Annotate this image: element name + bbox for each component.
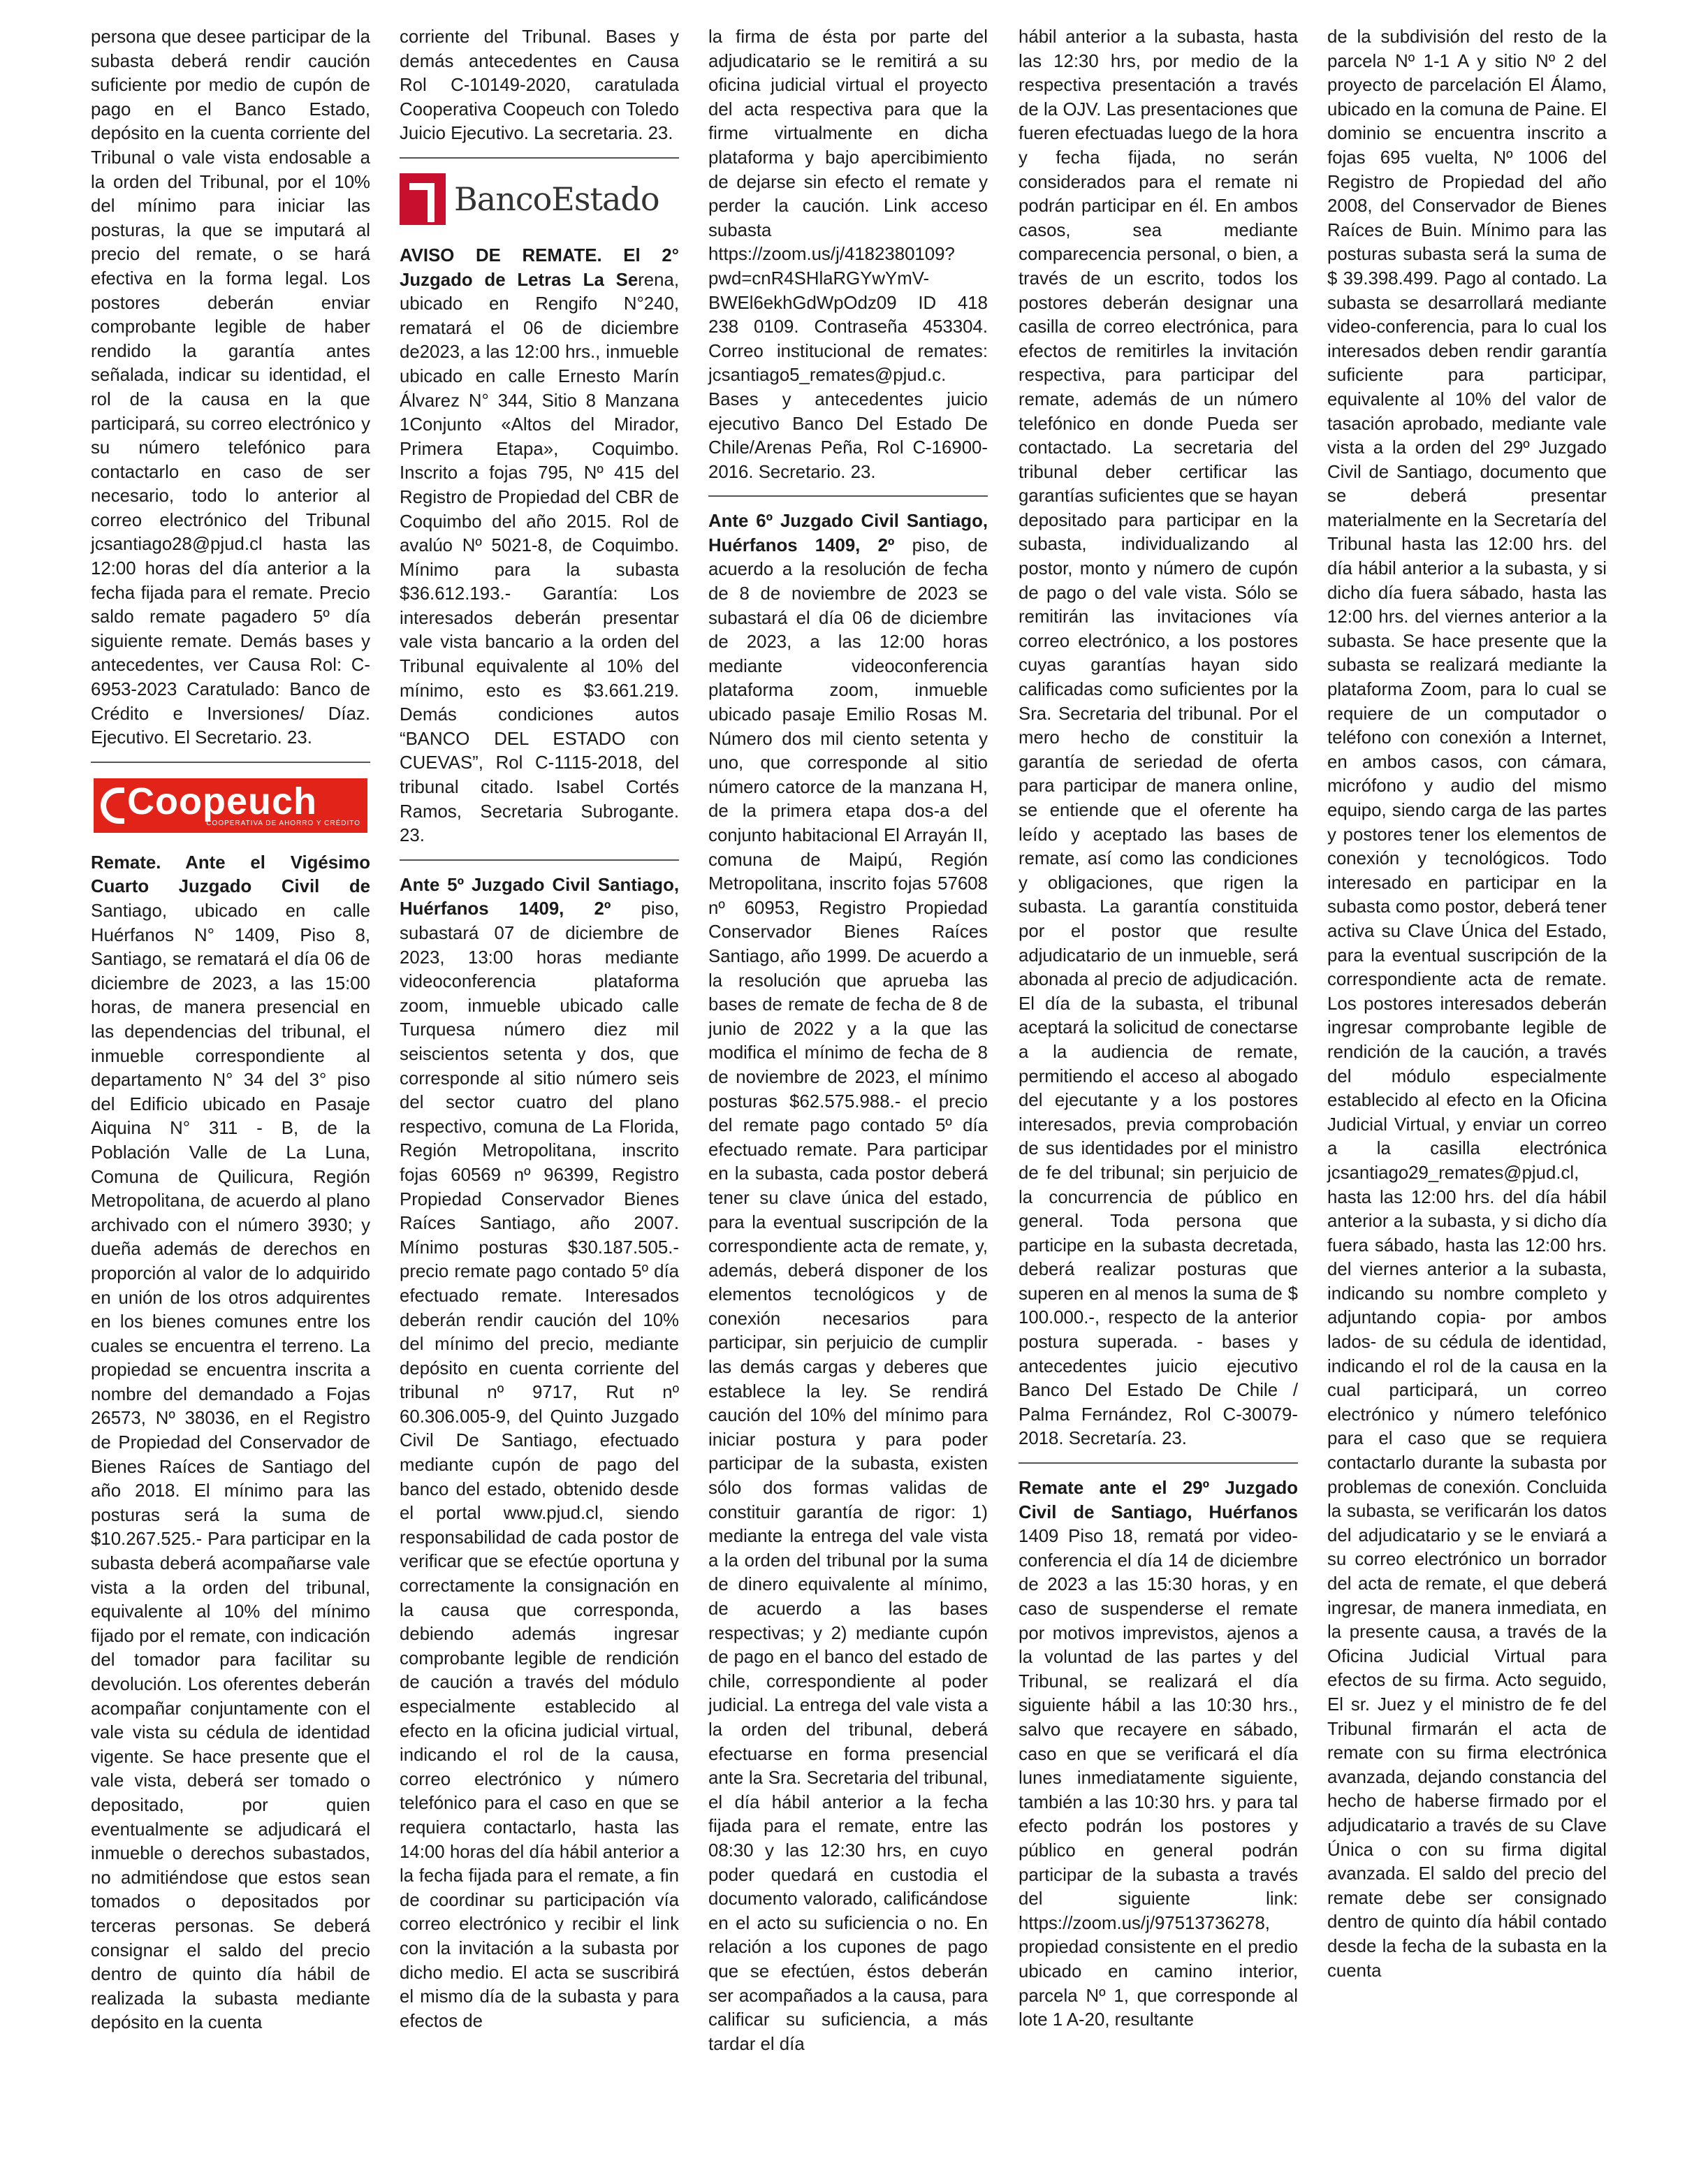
notice-heading: Remate. Ante el Vigésimo Cuarto Juzgado Civil de — [91, 852, 370, 897]
column-1 — [91, 25, 370, 2035]
divider — [400, 859, 679, 861]
bancoestado-logo — [400, 171, 679, 227]
notice-continuation: persona que desee participar de la subasta deberá rendir caución suficiente por medio de cupón de pago en el Banco Estado, depósito en la cuenta corriente del Tribunal o vale vista endosable a la orden del Tribunal, por el 10% del mínimo para iniciar las posturas, la que se imputará al precio del remate, o se hará efectiva en la forma legal. Los postores deberán enviar comprobante legible de haber rendido la garantía antes señalada, indicar su identidad, el rol de la causa en la que participará, su correo electrónico y su número telefónico para contactarlo en caso de ser necesario, todo lo anterior al correo electrónico del Tribunal jcsantiago28@pjud.cl hasta las 12:00 horas del día anterior a la fecha fijada para el remate. Precio saldo remate pagadero 5º día siguiente remate. Demás bases y antecedentes, ver Causa Rol: C-6953-2023 Caratulado: Banco de Crédito e Inversiones/ Díaz. Ejecutivo. El Secretario. 23. — [91, 27, 370, 748]
divider — [708, 495, 988, 497]
notice-remate-24 — [91, 851, 370, 2035]
notice-heading: AVISO DE REMATE. El 2° Juzgado de Letras La Se — [400, 245, 679, 290]
notice-body: rena, ubicado en Rengifo N°240, rematará el 06 de diciembre de2023, a las 12:00 hrs., inmueble ubicado en calle Ernesto Marín Álvarez N° 344, Sitio 8 Manzana 1Conjunto «Altos del Mirador, Primera Etapa», Coquimbo. Inscrito a fojas 795, Nº 415 del Registro de Propiedad del CBR de Coquimbo del año 2015. Rol de avalúo Nº 5021-8, de Coquimbo. Mínimo para la subasta $36.612.193.- Garantía: Los interesados deberán presentar vale vista bancario a la orden del Tribunal equivalente al 10% del mínimo, esto es $3.661.219. Demás condiciones autos “BANCO DEL ESTADO con CUEVAS”, Rol C-1115-2018, del tribunal citado. Isabel Cortés Ramos, Secretaria Subrogante. 23. — [400, 270, 679, 846]
notice-continuation: hábil anterior a la subasta, hasta las 12:30 hrs, por medio de la respectiva presentación a través de la OJV. Las presentaciones que fueren efectuadas luego de la hora y fecha fijada, no serán considerados para el remate ni podrán participar en él. En ambos casos, sea mediante comparecencia personal, o bien, a través de un escrito, todos los postores deberán designar una casilla de correo electrónica, para efectos de remitirles la invitación respectiva, para participar del remate, además de un número telefónico en donde Pueda ser contactado. La secretaria del tribunal deber certificar las garantías suficientes que se hayan depositado para participar en la subasta, individualizando al postor, monto y número de cupón de pago o del vale vista. Sólo se remitirán las invitaciones vía correo electrónico, a los postores cuyas garantías hayan sido calificadas como suficientes por la Sra. Secretaria del tribunal. Por el mero hecho de constituir la garantía de seriedad de oferta para participar de manera online, se entiende que el oferente ha leído y aceptado las bases de remate, así como las condiciones y obligaciones, que rigen la subasta. La garantía constituida por el postor que resulte adjudicatario de un inmueble, será abonada al precio de adjudicación. El día de la subasta, el tribunal aceptará la solicitud de conectarse a la audiencia de remate, permitiendo el acceso al abogado del ejecutante y a los postores interesados, previa comprobación de sus identidades por el ministro de fe del tribunal; sin perjuicio de la concurrencia de público en general. Toda persona que participe en la subasta decretada, deberá realizar posturas que superen en al menos la suma de $ 100.000.-, respecto de la anterior postura superada. - bases y antecedentes juicio ejecutivo Banco Del Estado De Chile / Palma Fernández, Rol C-30079-2018. Secretaría. 23. — [1019, 27, 1298, 1449]
notice-body: piso, de acuerdo a la resolución de fecha de 8 de noviembre de 2023 se subastará el día 06 de diciembre de 2023, a las 12:00 horas mediante videoconferencia plataforma zoom, inmueble ubicado pasaje Emilio Rosas M. Número dos mil ciento setenta y uno, que corresponde al sitio número catorce de la manzana H, de la primera etapa dos-a del conjunto habitacional El Arrayán II, comuna de Maipú, Región Metropolitana, inscrito fojas 57608 nº 60953, Registro Propiedad Conservador Bienes Raíces Santiago, año 1999. De acuerdo a la resolución que aprueba las bases de remate de fecha de 8 de junio de 2022 y a la que las modifica el mínimo de fecha de 8 de noviembre de 2023, el mínimo posturas $62.575.988.- el precio del remate pago contado 5º día efectuado remate. Para participar en la subasta, cada postor deberá tener su clave única del estado, para la eventual suscripción de la correspondiente acta de remate, y, además, deberá disponer de los elementos tecnológicos y de conexión necesarios para participar, sin perjuicio de cumplir las demás cargas y deberes que establece la ley. Se rendirá caución del 10% del mínimo para iniciar postura y para poder participar de la subasta, existen sólo dos formas validas de constituir garantía de rigor: 1) mediante la entrega del vale vista a la orden del tribunal por la suma de dinero equivalente al mínimo, de acuerdo a las bases respectivas; y 2) mediante cupón de pago en el banco del estado de chile, correspondiente al poder judicial. La entrega del vale vista a la orden del tribunal, deberá efectuarse en forma presencial ante la Sra. Secretaria del tribunal, el día hábil anterior a la fecha fijada para el remate, entre las 08:30 y las 12:30 hrs, en cuyo poder quedará en custodia el documento valorado, calificándose en el acto su suficiencia o no. En relación a los cupones de pago que se efectúen, éstos deberán ser acompañados a la causa, para calificar su suficiencia, a más tardar el día — [708, 535, 988, 2054]
coopeuch-mark-icon — [101, 787, 124, 824]
notice-heading: Ante 6º Juzgado Civil Santiago, Huérfanos 1409, 2º — [708, 511, 988, 555]
divider — [91, 762, 370, 763]
bancoestado-mark-icon — [400, 173, 446, 225]
notice-body: Santiago, ubicado en calle Huérfanos N° 1409, Piso 8, Santiago, se rematará el día 06 de diciembre de 2023, a las 15:00 horas, de manera presencial en las dependencias del tribunal, el inmueble correspondiente al departamento N° 34 del 3° piso del Edificio ubicado en Pasaje Aiquina N° 311 - B, de la Población Valle de La Luna, Comuna de Quilicura, Región Metropolitana, de acuerdo al plano archivado con el número 3930; y dueña además de derechos en proporción al valor de lo adquirido en unión de los otros adquirentes en los bienes comunes entre los cuales se encuentra el terreno. La propiedad se encuentra inscrita a nombre del demandado a Fojas 26573, Nº 38036, en el Registro de Propiedad del Conservador de Bienes Raíces de Santiago del año 2018. El mínimo para las posturas será la suma de $10.267.525.- Para participar en la subasta deberá acompañarse vale vista a la orden del tribunal, equivalente al 10% del mínimo fijado por el remate, con indicación del tomador para facilitar su devolución. Los oferentes deberán acompañar conjuntamente con el vale vista su cédula de identidad vigente. Se hace presente que el vale vista, deberá ser tomado o depositado, por quien eventualmente se adjudicará el inmueble o derechos subastados, no admitiéndose que estos sean tomados o depositados por terceras personas. Se deberá consignar el saldo del precio dentro de quinto día hábil de realizada la subasta mediante depósito en la cuenta — [91, 901, 370, 2033]
notice-5-juzgado — [400, 873, 679, 2034]
column-2 — [400, 25, 679, 2033]
notice-body: 1409 Piso 18, rematá por video-conferencia el día 14 de diciembre de 2023 a las 15:30 horas, y en caso de suspenderse el remate por motivos imprevistos, ajenos a la voluntad de las partes y del Tribunal, se realizará el día siguiente hábil a las 10:30 hrs., salvo que recayere en sábado, caso en que se verificará el día lunes inmediatamente siguiente, también a las 10:30 hrs. y para tal efecto podrán los postores y público en general podrán participar de la subasta a través del siguiente link: https://zoom.us/j/97513736278, propiedad consistente en el predio ubicado en camino interior, parcela Nº 1, que corresponde al lote 1 A-20, resultante — [1019, 1527, 1298, 2030]
coopeuch-name: Coopeuch — [127, 780, 317, 822]
coopeuch-logo-box — [94, 778, 367, 833]
coopeuch-subtitle: COOPERATIVA DE AHORRO Y CRÉDITO — [206, 819, 360, 827]
coopeuch-logo — [91, 776, 370, 836]
notice-aviso-remate — [400, 244, 679, 848]
column-3 — [708, 25, 988, 2056]
notice-continuation: corriente del Tribunal. Bases y demás antecedentes en Causa Rol C-10149-2020, caratulada Cooperativa Coopeuch con Toledo Juicio Ejecutivo. La secretaria. 23. — [400, 27, 679, 144]
notice-29-juzgado — [1019, 1476, 1298, 2032]
column-5 — [1327, 25, 1607, 1983]
notice-continuation: de la subdivisión del resto de la parcela Nº 1-1 A y sitio Nº 2 del proyecto de parcelación El Álamo, ubicado en la comuna de Paine. El dominio se encuentra inscrito a fojas 695 vuelta, Nº 1006 del Registro de Propiedad del año 2008, del Conservador de Bienes Raíces de Buin. Mínimo para las posturas subasta será la suma de $ 39.398.499. Pago al contado. La subasta se desarrollará mediante video-conferencia, para lo cual los interesados deben rendir garantía suficiente para participar, equivalente al 10% del valor de tasación aprobado, mediante vale vista a la orden del 29º Juzgado Civil de Santiago, documento que se deberá presentar materialmente en la Secretaría del Tribunal hasta las 12:00 hrs. del día hábil anterior a la subasta, y si dicho día fuera sábado, hasta las 12:00 hrs. del viernes anterior a la subasta. Se hace presente que la subasta se realizará mediante la plataforma Zoom, para lo cual se requiere de un computador o teléfono con conexión a Internet, en ambos casos, con cámara, micrófono y audio del mismo equipo, siendo carga de las partes y postores tener los elementos de conexión y tecnológicos. Todo interesado en participar en la subasta como postor, deberá tener activa su Clave Única del Estado, para la eventual suscripción de la correspondiente acta de remate. Los postores interesados deberán ingresar comprobante legible de rendición de la caución, a través del módulo especialmente establecido al efecto en la Oficina Judicial Virtual, y enviar un correo a la casilla electrónica jcsantiago29_remates@pjud.cl, hasta las 12:00 hrs. del día hábil anterior a la subasta, y si dicho día fuera sábado, hasta las 12:00 hrs. del viernes anterior a la subasta, indicando su nombre completo y adjuntando copia- por ambos lados- de su cédula de identidad, indicando el rol de la causa en la cual participará, un correo electrónico y número telefónico para el caso que se requiera contactarlo durante la subasta por problemas de conexión. Concluida la subasta, se verificarán los datos del adjudicatario y se le enviará a su correo electrónico un borrador del acta de remate, el que deberá ingresar, de manera inmediata, en la presente causa, a través de la Oficina Judicial Virtual para efectos de su firma. Acto seguido, El sr. Juez y el ministro de fe del Tribunal firmarán el acta de remate con su firma electrónica avanzada, dejando constancia del hecho de haberse firmado por el adjudicatario a través de su Clave Única o con su firma digital avanzada. El saldo del precio del remate debe ser consignado dentro de quinto día hábil contado desde la fecha de la subasta en la cuenta — [1327, 27, 1607, 1981]
notice-6-juzgado — [708, 509, 988, 2056]
column-4 — [1019, 25, 1298, 2032]
divider — [400, 157, 679, 159]
divider — [1019, 1462, 1298, 1464]
notice-body: piso, subastará 07 de diciembre de 2023, 13:00 horas mediante videoconferencia plataforma zoom, inmueble ubicado calle Turquesa número diez mil seiscientos setenta y dos, que corresponde al sitio número seis del sector cuatro del plano respectivo, comuna de La Florida, Región Metropolitana, inscrito fojas 60569 nº 96399, Registro Propiedad Conservador Bienes Raíces Santiago, año 2007. Mínimo posturas $30.187.505.- precio remate pago contado 5º día efectuado remate. Interesados deberán rendir caución del 10% del mínimo del precio, mediante depósito en cuenta corriente del tribunal nº 9717, Rut nº 60.306.005-9, del Quinto Juzgado Civil De Santiago, efectuado mediante cupón de pago del banco del estado, obtenido desde el portal www.pjud.cl, siendo responsabilidad de cada postor de verificar que se efectúe oportuna y correctamente la consignación en la causa que corresponda, debiendo además ingresar comprobante legible de rendición de caución a través del módulo especialmente establecido al efecto en la oficina judicial virtual, indicando el rol de la causa, correo electrónico y número telefónico para el caso en que se requiera contactarlo, hasta las 14:00 horas del día hábil anterior a la fecha fijada para el remate, a fin de coordinar su participación vía correo electrónico y recibir el link con la invitación a la subasta por dicho medio. El acta se suscribirá el mismo día de la subasta y para efectos de — [400, 899, 679, 2031]
bancoestado-name: BancoEstado — [454, 180, 659, 218]
notice-heading: Ante 5º Juzgado Civil Santiago, Huérfanos 1409, 2º — [400, 875, 679, 919]
notice-continuation: la firma de ésta por parte del adjudicatario se le remitirá a su oficina judicial virtual el proyecto del acta respectiva para que la firme virtualmente en dicha plataforma y bajo apercibimiento de dejarse sin efecto el remate y perder la caución. Link acceso subasta https://zoom.us/j/4182380109?pwd=cnR4SHlaRGYwYmV-BWEl6ekhGdWpOdz09 ID 418 238 0109. Contraseña 453304. Correo institucional de remates: jcsantiago5_remates@pjud.c. Bases y antecedentes juicio ejecutivo Banco Del Estado De Chile/Arenas Peña, Rol C-16900-2016. Secretario. 23. — [708, 27, 988, 482]
notice-heading: Remate ante el 29º Juzgado Civil de Santiago, Huérfanos — [1019, 1478, 1298, 1522]
